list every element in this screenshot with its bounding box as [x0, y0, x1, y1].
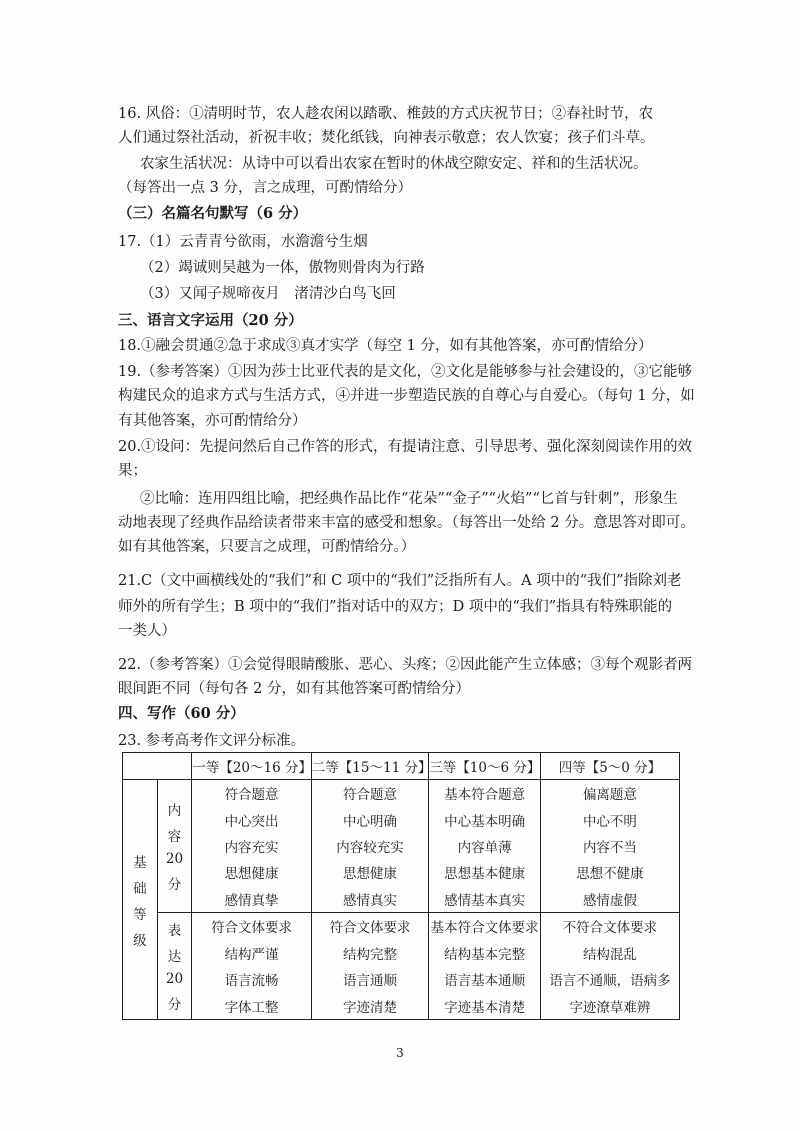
expression-grade-3: 基本符合文体要求 结构基本完整 语言基本通顺 字迹基本清楚 [429, 913, 541, 1020]
text-line: 眼间距不同（每句各 2 分，如有其他答案可酌情给分） [118, 681, 470, 697]
expression-grade-1: 符合文体要求 结构严谨 语言流畅 字体工整 [192, 913, 311, 1020]
text-line: 如有其他答案，只要言之成理，可酌情给分。） [118, 539, 416, 555]
text-line: 16. 风俗：①清明时节，农人趁农闲以踏歌、椎鼓的方式庆祝节日；②春社时节，农 [118, 106, 654, 122]
text-line: 18.①融会贯通②急于求成③真才实学（每空 1 分，如有其他答案，亦可酌情给分） [118, 338, 653, 354]
scoring-table [122, 752, 680, 1020]
text-line: 四、写作（60 分） [118, 705, 245, 722]
text-line: 23. 参考高考作文评分标准。 [118, 733, 306, 749]
content-label: 内 容 20 分 [157, 780, 192, 913]
header-grade-3: 三等【10～6 分】 [429, 753, 541, 780]
expression-label: 表 达 20 分 [157, 913, 192, 1020]
base-level-label: 基 础 等 级 [123, 780, 158, 1020]
header-grade-4: 四等【5～0 分】 [540, 753, 679, 780]
text-line: 22.（参考答案）①会觉得眼睛酸胀、恶心、头疼；②因此能产生立体感；③每个观影者两 [118, 657, 693, 673]
text-line: 21.C（文中画横线处的“我们”和 C 项中的“我们”泛指所有人。A 项中的“我们”指除刘老 [118, 573, 682, 589]
content-grade-4: 偏离题意 中心不明 内容不当 思想不健康 感情虚假 [540, 780, 679, 913]
text-line: 构建民众的追求方式与生活方式，④并进一步塑造民族的自尊心与自爱心。（每句 1 分，如 [118, 388, 695, 404]
text-line: 农家生活状况：从诗中可以看出农家在暂时的休战空隙安定、祥和的生活状况。 [140, 156, 648, 172]
expression-grade-2: 符合文体要求 结构完整 语言通顺 字迹清楚 [311, 913, 429, 1020]
text-line: 师外的所有学生；B 项中的“我们”指对话中的双方；D 项中的“我们”指具有特殊职能的 [118, 599, 673, 615]
text-line: 17.（1）云青青兮欲雨，水澹澹兮生烟 [118, 234, 368, 250]
header-grade-2: 二等【15～11 分】 [311, 753, 429, 780]
text-line: 三、语言文字运用（20 分） [118, 312, 303, 329]
text-line: 动地表现了经典作品给读者带来丰富的感受和想象。（每答出一处给 2 分。意思答对即可。 [118, 515, 695, 531]
text-line: （2）竭诚则吴越为一体，傲物则骨肉为行路 [140, 260, 425, 276]
text-line: ②比喻：连用四组比喻，把经典作品比作“花朵”“金子”“火焰”“匕首与针刺”，形象生 [140, 491, 678, 507]
text-line: 果； [118, 463, 147, 479]
text-line: 有其他答案，亦可酌情给分） [118, 413, 307, 429]
text-line: 19.（参考答案）①因为莎士比亚代表的是文化，②文化是能够参与社会建设的，③它能够 [118, 364, 693, 380]
text-line: （三）名篇名句默写（6 分） [118, 205, 308, 222]
table-corner [123, 753, 192, 780]
content-grade-3: 基本符合题意 中心基本明确 内容单薄 思想基本健康 感情基本真实 [429, 780, 541, 913]
content-grade-2: 符合题意 中心明确 内容较充实 思想健康 感情真实 [311, 780, 429, 913]
text-line: （3）又闻子规啼夜月 渚清沙白鸟飞回 [140, 286, 396, 302]
header-grade-1: 一等【20～16 分】 [192, 753, 311, 780]
text-line: 20.①设问：先提问然后自己作答的形式，有提请注意、引导思考、强化深刻阅读作用的效 [118, 439, 693, 455]
expression-grade-4: 不符合文体要求 结构混乱 语言不通顺，语病多 字迹潦草难辨 [540, 913, 679, 1020]
page-number: 3 [396, 1046, 404, 1060]
text-line: 一类人） [118, 623, 176, 639]
text-line: 人们通过祭社活动，祈祝丰收；焚化纸钱，向神表示敬意；农人饮宴；孩子们斗草。 [118, 130, 655, 146]
text-line: （每答出一点 3 分，言之成理，可酌情给分） [118, 180, 412, 196]
content-grade-1: 符合题意 中心突出 内容充实 思想健康 感情真挚 [192, 780, 311, 913]
